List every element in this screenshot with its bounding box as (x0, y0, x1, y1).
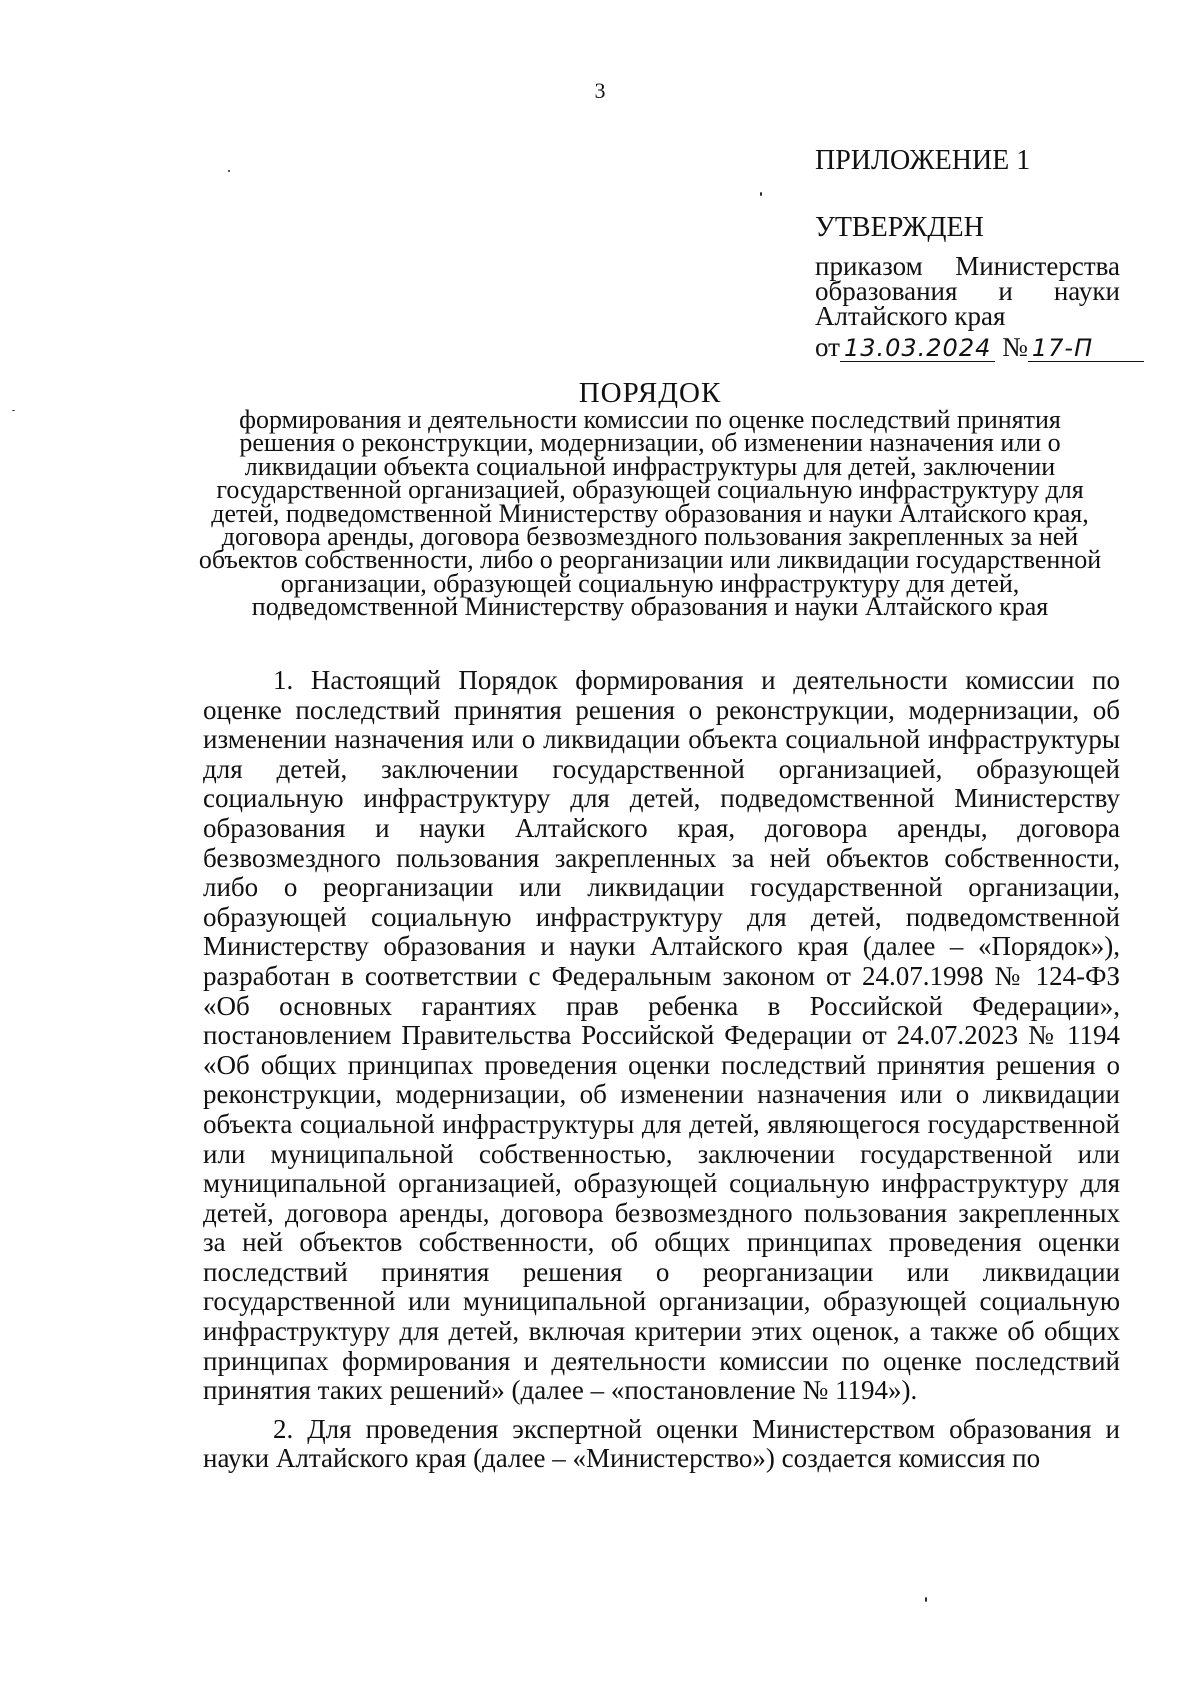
document-title: ПОРЯДОК (578, 377, 722, 409)
order-line-1: приказом Министерства (815, 251, 1120, 281)
order-date-line (815, 332, 1120, 362)
approved-label: УТВЕРЖДЕН (815, 212, 984, 243)
handwritten-order-number: 17-П (1028, 336, 1144, 362)
document-subtitle: формирования и деятельности комиссии по оценке последствий принятия решения о реконструкции, модернизации, об изменении назначения или о ликвидации объекта социальной инфраструктуры для детей, заключении государственной организацией, образующей социальную инфраструктуру для детей, подведомственной Министерству образования и науки Алтайского края, договора аренды, договора безвозмездного пользования закрепленных за ней объектов собственности, либо о реорганизации или ликвидации государственной организации, образующей социальную инфраструктуру для детей, подведомственной Министерству образования и науки Алтайского края (198, 405, 1102, 622)
handwritten-date: 13.03.2024 (840, 336, 995, 362)
scan-speck (12, 410, 15, 411)
scan-speck (925, 1597, 927, 1602)
paragraph-2: 2. Для проведения экспертной оценки Министерством образования и науки Алтайского края (далее – «Министерство») создается комиссия по (203, 1413, 1120, 1474)
annex-label: ПРИЛОЖЕНИЕ 1 (815, 145, 1031, 176)
order-line-2: образования и науки (815, 276, 1120, 306)
approval-stamp-block (815, 145, 1120, 362)
page-number: 3 (594, 78, 606, 103)
order-line-3: Алтайского края (815, 301, 1006, 331)
scan-speck (760, 192, 762, 196)
paragraph-1: 1. Настоящий Порядок формирования и деятельности комиссии по оценке последствий принятия решения о реконструкции, модернизации, об изменении назначения или о ликвидации объекта социальной инфраструктуры для детей, заключении государственной организацией, образующей социальную инфраструктуру для детей, подведомственной Министерству образования и науки Алтайского края, договора аренды, договора безвозмездного пользования закрепленных за ней объектов собственности, либо о реорганизации или ликвидации государственной организации, образующей социальную инфраструктуру для детей, подведомственной Министерству образования и науки Алтайского края (далее – «Порядок»), разработан в соответствии с Федеральным законом от 24.07.1998 № 124-ФЗ «Об основных гарантиях прав ребенка в Российской Федерации», постановлением Правительства Российской Федерации от 24.07.2023 № 1194 «Об общих принципах проведения оценки последствий принятия решения о реконструкции, модернизации, об изменении назначения или о ликвидации объекта социальной инфраструктуры для детей, являющегося государственной или муниципальной собственностью, заключении государственной или муниципальной организацией, образующей социальную инфраструктуру для детей, договора аренды, договора безвозмездного пользования закрепленных за ней объектов собственности, об общих принципах проведения оценки последствий принятия решения о реорганизации или ликвидации государственной или муниципальной организации, образующей социальную инфраструктуру для детей, включая критерии этих оценок, а также об общих принципах формирования и деятельности комиссии по оценке последствий принятия таких решений» (далее – «постановление № 1194»). (203, 665, 1120, 1406)
scan-speck (228, 170, 230, 172)
document-heading (190, 377, 1110, 622)
number-sign: № (1002, 332, 1028, 362)
date-prefix: от (815, 332, 840, 362)
document-body (203, 666, 1120, 1474)
